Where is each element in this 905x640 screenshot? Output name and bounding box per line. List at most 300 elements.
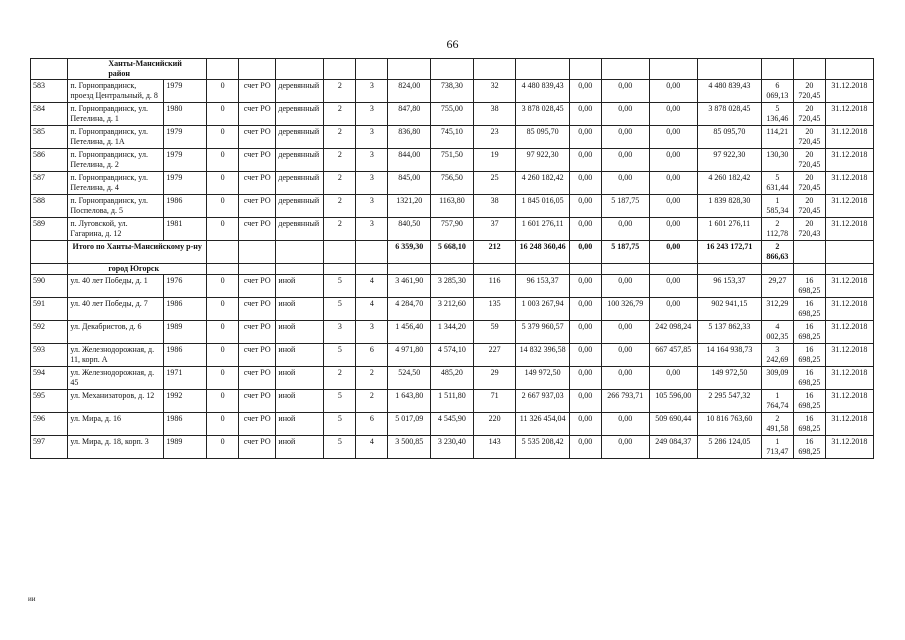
cell-zero: 0 <box>207 390 239 413</box>
section-title: Ханты-Мансийский район <box>68 59 207 80</box>
total-area: 6 359,30 <box>388 241 431 264</box>
cell-fund: счет РО <box>239 413 276 436</box>
cell-v2: 0,00 <box>601 321 649 344</box>
cell-date: 31.12.2018 <box>825 218 873 241</box>
cell-area: 1 643,80 <box>388 390 431 413</box>
cell-total: 4 260 182,42 <box>516 172 569 195</box>
cell-fund: счет РО <box>239 172 276 195</box>
cell-year: 1979 <box>164 149 207 172</box>
cell-sum: 149 972,50 <box>697 367 761 390</box>
table-row <box>31 367 874 390</box>
total-empty-cell <box>356 241 388 264</box>
cell-wall: деревянный <box>276 149 324 172</box>
cell-area: 836,80 <box>388 126 431 149</box>
cell-date: 31.12.2018 <box>825 344 873 367</box>
cell-fund: счет РО <box>239 126 276 149</box>
cell-sum: 5 137 862,33 <box>697 321 761 344</box>
cell-floors: 2 <box>324 103 356 126</box>
cell-year: 1976 <box>164 275 207 298</box>
cell-v3: 0,00 <box>649 298 697 321</box>
cell-area: 847,80 <box>388 103 431 126</box>
cell-entr: 3 <box>356 321 388 344</box>
total-empty-cell <box>207 241 239 264</box>
cell-total: 5 379 960,57 <box>516 321 569 344</box>
total-empty-cell <box>324 241 356 264</box>
cell-addr: п. Горноправдинск, ул. Петелина, д. 1А <box>68 126 164 149</box>
section-empty-cell <box>276 59 324 80</box>
cell-floors: 2 <box>324 367 356 390</box>
cell-entr: 3 <box>356 103 388 126</box>
cell-people: 59 <box>473 321 516 344</box>
cell-entr: 4 <box>356 275 388 298</box>
cell-wall: иной <box>276 367 324 390</box>
cell-addr: п. Горноправдинск, ул. Петелина, д. 4 <box>68 172 164 195</box>
cell-wall: иной <box>276 298 324 321</box>
cell-v2: 100 326,79 <box>601 298 649 321</box>
cell-v1: 0,00 <box>569 218 601 241</box>
cell-people: 32 <box>473 80 516 103</box>
cell-sum: 10 816 763,60 <box>697 413 761 436</box>
cell-n: 588 <box>31 195 68 218</box>
cell-addr: п. Горноправдинск, проезд Центральный, д. 8 <box>68 80 164 103</box>
cell-max-cost: 16 698,25 <box>793 275 825 298</box>
cell-v2: 266 793,71 <box>601 390 649 413</box>
cell-addr: ул. Мира, д. 18, корп. 3 <box>68 436 164 459</box>
cell-area: 840,50 <box>388 218 431 241</box>
cell-addr: п. Луговской, ул. Гагарина, д. 12 <box>68 218 164 241</box>
cell-total: 5 535 208,42 <box>516 436 569 459</box>
cell-per-m: 3 242,69 <box>761 344 793 367</box>
cell-v2: 0,00 <box>601 413 649 436</box>
cell-people: 227 <box>473 344 516 367</box>
table-row <box>31 195 874 218</box>
cell-zero: 0 <box>207 344 239 367</box>
section-empty-cell <box>207 59 239 80</box>
cell-zero: 0 <box>207 367 239 390</box>
cell-year: 1979 <box>164 80 207 103</box>
section-empty-cell <box>431 264 474 275</box>
section-empty-cell <box>825 264 873 275</box>
cell-floors: 5 <box>324 298 356 321</box>
cell-area-live: 757,90 <box>431 218 474 241</box>
cell-total: 4 480 839,43 <box>516 80 569 103</box>
cell-wall: иной <box>276 344 324 367</box>
cell-area: 3 500,85 <box>388 436 431 459</box>
cell-year: 1989 <box>164 321 207 344</box>
cell-v2: 0,00 <box>601 103 649 126</box>
cell-zero: 0 <box>207 275 239 298</box>
cell-sum: 4 260 182,42 <box>697 172 761 195</box>
cell-addr: п. Горноправдинск, ул. Поспелова, д. 5 <box>68 195 164 218</box>
total-v2: 5 187,75 <box>601 241 649 264</box>
total-empty-cell <box>793 241 825 264</box>
cell-area-live: 1 344,20 <box>431 321 474 344</box>
cell-wall: деревянный <box>276 103 324 126</box>
cell-per-m: 5 136,46 <box>761 103 793 126</box>
cell-per-m: 5 631,44 <box>761 172 793 195</box>
cell-year: 1992 <box>164 390 207 413</box>
cell-floors: 2 <box>324 172 356 195</box>
cell-max-cost: 16 698,25 <box>793 367 825 390</box>
section-empty-cell <box>431 59 474 80</box>
cell-n: 585 <box>31 126 68 149</box>
cell-sum: 96 153,37 <box>697 275 761 298</box>
total-empty-cell <box>276 241 324 264</box>
cell-area: 3 461,90 <box>388 275 431 298</box>
total-label: Итого по Ханты-Мансийскому р-ну <box>68 241 207 264</box>
cell-floors: 5 <box>324 436 356 459</box>
cell-per-m: 309,09 <box>761 367 793 390</box>
cell-year: 1981 <box>164 218 207 241</box>
cell-year: 1989 <box>164 436 207 459</box>
cell-floors: 5 <box>324 344 356 367</box>
cell-sum: 902 941,15 <box>697 298 761 321</box>
cell-people: 23 <box>473 126 516 149</box>
cell-area-live: 745,10 <box>431 126 474 149</box>
cell-wall: иной <box>276 390 324 413</box>
cell-total: 14 832 396,58 <box>516 344 569 367</box>
cell-max-cost: 20 720,45 <box>793 80 825 103</box>
cell-max-cost: 16 698,25 <box>793 413 825 436</box>
cell-fund: счет РО <box>239 390 276 413</box>
cell-area-live: 1 511,80 <box>431 390 474 413</box>
section-empty-cell <box>569 264 601 275</box>
footer-mark: ии <box>28 595 36 603</box>
cell-v2: 0,00 <box>601 126 649 149</box>
cell-wall: деревянный <box>276 126 324 149</box>
section-empty-cell <box>516 264 569 275</box>
cell-area: 845,00 <box>388 172 431 195</box>
cell-v3: 0,00 <box>649 80 697 103</box>
cell-zero: 0 <box>207 413 239 436</box>
cell-zero: 0 <box>207 195 239 218</box>
total-empty-cell <box>239 241 276 264</box>
cell-total: 2 667 937,03 <box>516 390 569 413</box>
cell-addr: ул. Мира, д. 16 <box>68 413 164 436</box>
cell-sum: 2 295 547,32 <box>697 390 761 413</box>
cell-floors: 2 <box>324 80 356 103</box>
cell-v3: 0,00 <box>649 218 697 241</box>
section-empty-cell <box>601 264 649 275</box>
section-spacer-cell <box>31 264 68 275</box>
page-number: 66 <box>446 37 459 51</box>
cell-v3: 667 457,85 <box>649 344 697 367</box>
cell-area: 1 456,40 <box>388 321 431 344</box>
cell-area: 4 284,70 <box>388 298 431 321</box>
section-header <box>31 59 874 80</box>
cell-date: 31.12.2018 <box>825 436 873 459</box>
total-area-live: 5 668,10 <box>431 241 474 264</box>
cell-total: 85 095,70 <box>516 126 569 149</box>
table-body <box>31 59 874 459</box>
cell-v1: 0,00 <box>569 321 601 344</box>
table-row <box>31 275 874 298</box>
cell-area-live: 3 230,40 <box>431 436 474 459</box>
cell-per-m: 2 491,58 <box>761 413 793 436</box>
table-row <box>31 436 874 459</box>
cell-entr: 3 <box>356 218 388 241</box>
cell-area-live: 485,20 <box>431 367 474 390</box>
total-v1: 0,00 <box>569 241 601 264</box>
cell-area-live: 4 574,10 <box>431 344 474 367</box>
cell-addr: п. Горноправдинск, ул. Петелина, д. 2 <box>68 149 164 172</box>
cell-v2: 0,00 <box>601 172 649 195</box>
cell-date: 31.12.2018 <box>825 367 873 390</box>
cell-fund: счет РО <box>239 367 276 390</box>
cell-area: 5 017,09 <box>388 413 431 436</box>
section-empty-cell <box>569 59 601 80</box>
cell-date: 31.12.2018 <box>825 195 873 218</box>
cell-year: 1986 <box>164 413 207 436</box>
cell-v3: 0,00 <box>649 275 697 298</box>
section-empty-cell <box>793 264 825 275</box>
table-row <box>31 390 874 413</box>
cell-v3: 0,00 <box>649 195 697 218</box>
cell-total: 97 922,30 <box>516 149 569 172</box>
cell-wall: иной <box>276 413 324 436</box>
cell-people: 116 <box>473 275 516 298</box>
cell-v3: 249 084,37 <box>649 436 697 459</box>
cell-total: 96 153,37 <box>516 275 569 298</box>
cell-area-live: 3 212,60 <box>431 298 474 321</box>
cell-area-live: 751,50 <box>431 149 474 172</box>
cell-people: 25 <box>473 172 516 195</box>
cell-wall: иной <box>276 275 324 298</box>
cell-year: 1986 <box>164 298 207 321</box>
cell-per-m: 1 764,74 <box>761 390 793 413</box>
cell-year: 1971 <box>164 367 207 390</box>
cell-addr: п. Горноправдинск, ул. Петелина, д. 1 <box>68 103 164 126</box>
cell-per-m: 29,27 <box>761 275 793 298</box>
cell-per-m: 1 713,47 <box>761 436 793 459</box>
section-empty-cell <box>207 264 239 275</box>
section-empty-cell <box>649 59 697 80</box>
cell-entr: 3 <box>356 126 388 149</box>
cell-total: 1 845 016,05 <box>516 195 569 218</box>
cell-floors: 5 <box>324 275 356 298</box>
cell-date: 31.12.2018 <box>825 298 873 321</box>
cell-people: 37 <box>473 218 516 241</box>
section-empty-cell <box>356 59 388 80</box>
cell-sum: 3 878 028,45 <box>697 103 761 126</box>
cell-date: 31.12.2018 <box>825 126 873 149</box>
cell-wall: иной <box>276 436 324 459</box>
table-row <box>31 298 874 321</box>
cell-area-live: 1163,80 <box>431 195 474 218</box>
cell-floors: 5 <box>324 390 356 413</box>
total-total: 16 248 360,46 <box>516 241 569 264</box>
table-row <box>31 344 874 367</box>
cell-max-cost: 16 698,25 <box>793 344 825 367</box>
cell-fund: счет РО <box>239 149 276 172</box>
section-empty-cell <box>324 59 356 80</box>
cell-v3: 105 596,00 <box>649 390 697 413</box>
cell-n: 591 <box>31 298 68 321</box>
cell-area: 4 971,80 <box>388 344 431 367</box>
cell-entr: 3 <box>356 149 388 172</box>
cell-v3: 0,00 <box>649 172 697 195</box>
cell-area-live: 755,00 <box>431 103 474 126</box>
cell-n: 587 <box>31 172 68 195</box>
cell-total: 149 972,50 <box>516 367 569 390</box>
section-empty-cell <box>761 264 793 275</box>
cell-entr: 4 <box>356 298 388 321</box>
cell-v1: 0,00 <box>569 275 601 298</box>
cell-zero: 0 <box>207 149 239 172</box>
cell-n: 584 <box>31 103 68 126</box>
table-row <box>31 103 874 126</box>
cell-n: 583 <box>31 80 68 103</box>
cell-v3: 0,00 <box>649 126 697 149</box>
cell-addr: ул. 40 лет Победы, д. 1 <box>68 275 164 298</box>
cell-year: 1979 <box>164 172 207 195</box>
cell-entr: 2 <box>356 367 388 390</box>
total-sum: 16 243 172,71 <box>697 241 761 264</box>
cell-v1: 0,00 <box>569 436 601 459</box>
cell-entr: 3 <box>356 172 388 195</box>
section-empty-cell <box>388 264 431 275</box>
table-row <box>31 413 874 436</box>
cell-year: 1986 <box>164 195 207 218</box>
cell-area: 844,00 <box>388 149 431 172</box>
cell-zero: 0 <box>207 218 239 241</box>
section-empty-cell <box>793 59 825 80</box>
section-empty-cell <box>516 59 569 80</box>
cell-max-cost: 16 698,25 <box>793 390 825 413</box>
cell-total: 3 878 028,45 <box>516 103 569 126</box>
cell-fund: счет РО <box>239 436 276 459</box>
section-empty-cell <box>239 59 276 80</box>
cell-area: 824,00 <box>388 80 431 103</box>
section-header <box>31 264 874 275</box>
cell-wall: деревянный <box>276 218 324 241</box>
cell-v2: 0,00 <box>601 367 649 390</box>
cell-v1: 0,00 <box>569 390 601 413</box>
cell-entr: 3 <box>356 80 388 103</box>
cell-zero: 0 <box>207 298 239 321</box>
cell-date: 31.12.2018 <box>825 103 873 126</box>
section-empty-cell <box>356 264 388 275</box>
housing-table <box>30 58 874 459</box>
cell-floors: 5 <box>324 413 356 436</box>
cell-total: 11 326 454,04 <box>516 413 569 436</box>
cell-zero: 0 <box>207 126 239 149</box>
table-row <box>31 172 874 195</box>
cell-people: 38 <box>473 195 516 218</box>
section-empty-cell <box>276 264 324 275</box>
cell-date: 31.12.2018 <box>825 275 873 298</box>
cell-entr: 3 <box>356 195 388 218</box>
cell-v1: 0,00 <box>569 80 601 103</box>
cell-v3: 509 690,44 <box>649 413 697 436</box>
cell-v1: 0,00 <box>569 367 601 390</box>
cell-max-cost: 20 720,45 <box>793 172 825 195</box>
cell-v2: 0,00 <box>601 436 649 459</box>
cell-floors: 2 <box>324 149 356 172</box>
cell-max-cost: 16 698,25 <box>793 321 825 344</box>
cell-sum: 14 164 938,73 <box>697 344 761 367</box>
cell-year: 1980 <box>164 103 207 126</box>
cell-people: 135 <box>473 298 516 321</box>
cell-total: 1 601 276,11 <box>516 218 569 241</box>
cell-sum: 1 839 828,30 <box>697 195 761 218</box>
cell-v3: 242 098,24 <box>649 321 697 344</box>
cell-n: 597 <box>31 436 68 459</box>
cell-v1: 0,00 <box>569 103 601 126</box>
cell-entr: 6 <box>356 413 388 436</box>
cell-n: 592 <box>31 321 68 344</box>
cell-addr: ул. Железнодорожная, д. 45 <box>68 367 164 390</box>
cell-n: 596 <box>31 413 68 436</box>
cell-v2: 0,00 <box>601 344 649 367</box>
cell-n: 594 <box>31 367 68 390</box>
cell-floors: 2 <box>324 126 356 149</box>
cell-area-live: 3 285,30 <box>431 275 474 298</box>
cell-total: 1 003 267,94 <box>516 298 569 321</box>
cell-max-cost: 20 720,43 <box>793 218 825 241</box>
cell-area: 524,50 <box>388 367 431 390</box>
section-spacer-cell <box>31 59 68 80</box>
cell-date: 31.12.2018 <box>825 149 873 172</box>
section-empty-cell <box>239 264 276 275</box>
section-empty-cell <box>761 59 793 80</box>
cell-v1: 0,00 <box>569 413 601 436</box>
cell-v2: 0,00 <box>601 275 649 298</box>
cell-v2: 0,00 <box>601 149 649 172</box>
cell-addr: ул. Декабристов, д. 6 <box>68 321 164 344</box>
total-row <box>31 241 874 264</box>
cell-fund: счет РО <box>239 275 276 298</box>
cell-people: 38 <box>473 103 516 126</box>
cell-zero: 0 <box>207 103 239 126</box>
cell-fund: счет РО <box>239 344 276 367</box>
cell-wall: деревянный <box>276 80 324 103</box>
table-row <box>31 80 874 103</box>
cell-zero: 0 <box>207 321 239 344</box>
cell-zero: 0 <box>207 172 239 195</box>
cell-fund: счет РО <box>239 80 276 103</box>
cell-fund: счет РО <box>239 298 276 321</box>
cell-per-m: 114,21 <box>761 126 793 149</box>
cell-max-cost: 16 698,25 <box>793 298 825 321</box>
section-empty-cell <box>473 264 516 275</box>
cell-fund: счет РО <box>239 103 276 126</box>
cell-fund: счет РО <box>239 321 276 344</box>
cell-sum: 5 286 124,05 <box>697 436 761 459</box>
total-v3: 0,00 <box>649 241 697 264</box>
section-empty-cell <box>697 264 761 275</box>
total-spacer-cell <box>31 241 68 264</box>
section-empty-cell <box>473 59 516 80</box>
cell-date: 31.12.2018 <box>825 413 873 436</box>
table-row <box>31 149 874 172</box>
cell-v1: 0,00 <box>569 344 601 367</box>
cell-max-cost: 20 720,45 <box>793 103 825 126</box>
cell-wall: деревянный <box>276 195 324 218</box>
cell-people: 29 <box>473 367 516 390</box>
cell-wall: деревянный <box>276 172 324 195</box>
cell-sum: 97 922,30 <box>697 149 761 172</box>
section-empty-cell <box>324 264 356 275</box>
total-per-m: 2 866,63 <box>761 241 793 264</box>
cell-v2: 0,00 <box>601 80 649 103</box>
cell-per-m: 6 069,13 <box>761 80 793 103</box>
cell-addr: ул. 40 лет Победы, д. 7 <box>68 298 164 321</box>
cell-per-m: 1 585,34 <box>761 195 793 218</box>
cell-max-cost: 16 698,25 <box>793 436 825 459</box>
cell-v1: 0,00 <box>569 126 601 149</box>
cell-v3: 0,00 <box>649 149 697 172</box>
